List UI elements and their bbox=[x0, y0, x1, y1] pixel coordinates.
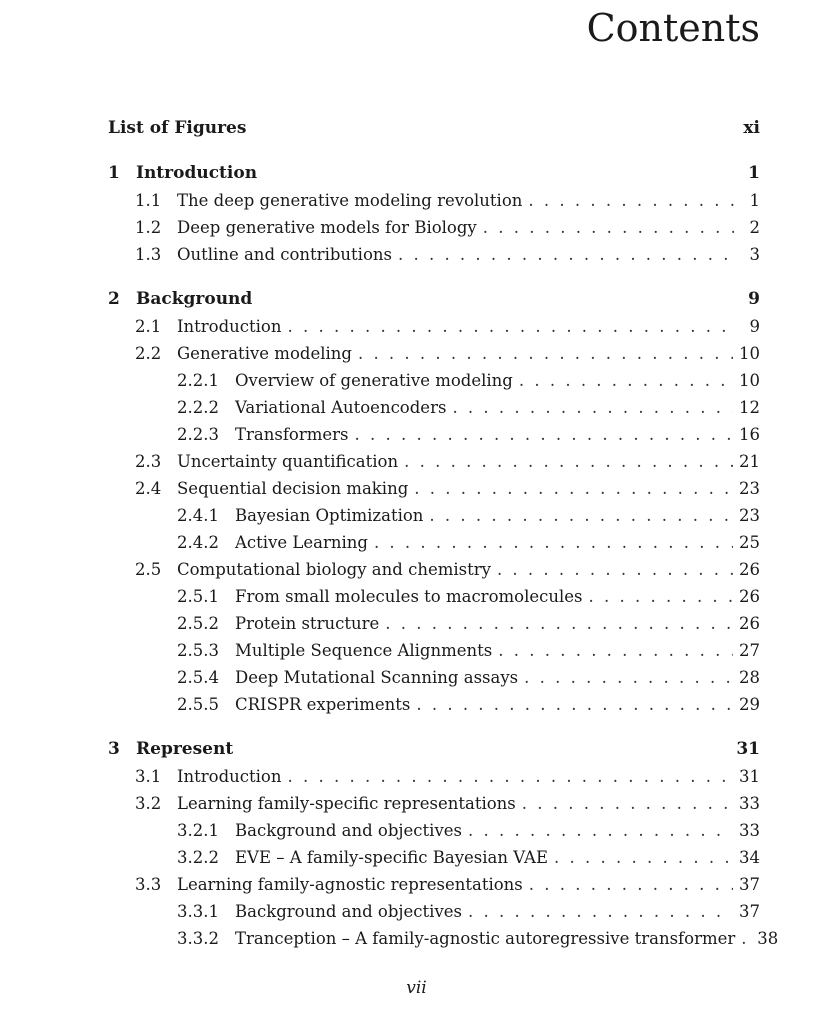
toc-entry-page: 12 bbox=[739, 398, 760, 417]
toc-entry-number: 2.4 bbox=[135, 479, 162, 498]
toc-entry-number: 2.4.2 bbox=[177, 533, 219, 552]
toc-entry-number: 2.2.3 bbox=[177, 425, 219, 444]
toc-entry-number: 1.3 bbox=[135, 245, 162, 264]
toc-entry-title: Introduction bbox=[136, 163, 258, 183]
toc-entry-title: From small molecules to macromolecules bbox=[235, 587, 583, 606]
toc-entry-page: 38 bbox=[757, 929, 779, 948]
toc-entry-number: 2.5.4 bbox=[177, 668, 219, 687]
toc-entry-title: Learning family-agnostic representations bbox=[177, 875, 523, 894]
leader-dots bbox=[498, 637, 733, 664]
toc-entry-page: 10 bbox=[739, 344, 760, 363]
leader-dots bbox=[398, 241, 734, 268]
toc-entry-number: 3.3.1 bbox=[177, 902, 219, 921]
toc-entry-subsection[interactable] bbox=[108, 421, 760, 448]
toc-entry-subsection[interactable] bbox=[108, 529, 760, 556]
toc-entry-number: 1.2 bbox=[135, 218, 162, 237]
toc-entry-subsection[interactable] bbox=[108, 691, 760, 718]
toc-entry-title: Learning family-specific representations bbox=[177, 794, 516, 813]
toc-entry-title: EVE – A family-specific Bayesian VAE bbox=[235, 848, 549, 867]
leader-dots bbox=[497, 556, 733, 583]
toc-entry-page: 1 bbox=[748, 163, 760, 183]
toc-entry-page: 27 bbox=[739, 641, 760, 660]
toc-entry-number: 2.4.1 bbox=[177, 506, 219, 525]
toc-entry-subsection[interactable] bbox=[108, 844, 760, 871]
leader-dots bbox=[374, 529, 733, 556]
leader-dots bbox=[288, 313, 735, 340]
toc-entry-number: 1 bbox=[108, 163, 120, 183]
toc-entry-title: Deep generative models for Biology bbox=[177, 218, 477, 237]
leader-dots bbox=[483, 214, 734, 241]
toc-entry-page: 29 bbox=[739, 695, 760, 714]
toc-entry-title: Introduction bbox=[177, 767, 282, 786]
toc-entry-title: Active Learning bbox=[235, 533, 368, 552]
toc-entry-page: 10 bbox=[739, 371, 760, 390]
toc-entry-number: 2.2 bbox=[135, 344, 162, 363]
leader-dots bbox=[414, 475, 733, 502]
toc-entry-page: 2 bbox=[749, 218, 760, 237]
toc-entry-title: Tranception – A family-agnostic autoregressive transformer bbox=[235, 929, 736, 948]
toc-entry-section[interactable] bbox=[108, 214, 760, 241]
toc-entry-page: 9 bbox=[749, 317, 760, 336]
toc-entry-title: Bayesian Optimization bbox=[235, 506, 424, 525]
leader-dots bbox=[528, 187, 734, 214]
leader-dots bbox=[452, 394, 733, 421]
leader-dots bbox=[524, 664, 733, 691]
toc-entry-page: 26 bbox=[739, 587, 760, 606]
toc-entry-subsection[interactable] bbox=[108, 394, 760, 421]
toc-entry-number: 3.2 bbox=[135, 794, 162, 813]
toc-entry-chapter[interactable] bbox=[108, 736, 760, 763]
leader-dots bbox=[385, 610, 733, 637]
toc-entry-title: Protein structure bbox=[235, 614, 380, 633]
toc-entry-title: Represent bbox=[136, 739, 234, 759]
leader-dots bbox=[519, 367, 733, 394]
leader-dots bbox=[468, 898, 733, 925]
toc-entry-section[interactable] bbox=[108, 313, 760, 340]
leader-dots bbox=[468, 817, 733, 844]
toc-entry-page: 34 bbox=[739, 848, 760, 867]
leader-dots bbox=[529, 871, 733, 898]
table-of-contents bbox=[108, 115, 779, 952]
toc-entry-subsection[interactable] bbox=[108, 502, 760, 529]
toc-entry-page: 28 bbox=[739, 668, 760, 687]
toc-entry-page: 26 bbox=[739, 560, 760, 579]
leader-dots bbox=[554, 844, 733, 871]
toc-entry-page: 9 bbox=[748, 289, 760, 309]
toc-entry-section[interactable] bbox=[108, 340, 760, 367]
toc-entry-number: 2.1 bbox=[135, 317, 162, 336]
toc-entry-section[interactable] bbox=[108, 556, 760, 583]
toc-entry-page: xi bbox=[743, 118, 760, 138]
toc-entry-section[interactable] bbox=[108, 871, 760, 898]
page-number: vii bbox=[406, 978, 427, 998]
toc-entry-number: 2.3 bbox=[135, 452, 162, 471]
toc-entry-title: Background bbox=[136, 289, 253, 309]
toc-entry-page: 21 bbox=[739, 452, 760, 471]
toc-entry-page: 31 bbox=[736, 739, 760, 759]
toc-entry-title: The deep generative modeling revolution bbox=[177, 191, 523, 210]
leader-dots bbox=[355, 421, 733, 448]
toc-entry-subsection[interactable] bbox=[108, 637, 760, 664]
toc-entry-number: 2.5.1 bbox=[177, 587, 219, 606]
toc-entry-title: Generative modeling bbox=[177, 344, 352, 363]
leader-dots bbox=[741, 925, 751, 952]
toc-entry-list-of-figures[interactable] bbox=[108, 115, 760, 142]
toc-entry-title: Uncertainty quantification bbox=[177, 452, 399, 471]
toc-entry-page: 16 bbox=[739, 425, 760, 444]
leader-dots bbox=[589, 583, 733, 610]
page-title: Contents bbox=[586, 6, 760, 50]
toc-entry-title: Computational biology and chemistry bbox=[177, 560, 491, 579]
toc-entry-page: 37 bbox=[739, 902, 760, 921]
toc-entry-subsection[interactable] bbox=[108, 817, 760, 844]
toc-entry-subsection[interactable] bbox=[108, 610, 760, 637]
toc-entry-subsection[interactable] bbox=[108, 583, 760, 610]
leader-dots bbox=[358, 340, 733, 367]
leader-dots bbox=[404, 448, 733, 475]
leader-dots bbox=[288, 763, 734, 790]
toc-entry-subsection[interactable] bbox=[108, 367, 760, 394]
toc-entry-number: 3 bbox=[108, 739, 120, 759]
toc-entry-chapter[interactable] bbox=[108, 286, 760, 313]
toc-entry-subsection[interactable] bbox=[108, 898, 760, 925]
toc-entry-page: 23 bbox=[739, 479, 760, 498]
toc-entry-title: Transformers bbox=[235, 425, 349, 444]
toc-entry-number: 3.1 bbox=[135, 767, 162, 786]
toc-entry-chapter[interactable] bbox=[108, 160, 760, 187]
toc-entry-page: 33 bbox=[739, 821, 760, 840]
toc-entry-page: 3 bbox=[749, 245, 760, 264]
toc-entry-title: Multiple Sequence Alignments bbox=[235, 641, 493, 660]
leader-dots bbox=[416, 691, 733, 718]
toc-entry-title: List of Figures bbox=[108, 118, 247, 138]
toc-entry-number: 3.3.2 bbox=[177, 929, 219, 948]
toc-entry-subsection[interactable] bbox=[108, 925, 779, 952]
toc-entry-section[interactable] bbox=[108, 448, 760, 475]
toc-entry-title: Sequential decision making bbox=[177, 479, 409, 498]
toc-entry-page: 25 bbox=[739, 533, 760, 552]
toc-entry-page: 33 bbox=[739, 794, 760, 813]
toc-entry-number: 2.5 bbox=[135, 560, 162, 579]
toc-entry-number: 2.5.2 bbox=[177, 614, 219, 633]
toc-entry-number: 2 bbox=[108, 289, 120, 309]
toc-entry-number: 2.2.2 bbox=[177, 398, 219, 417]
toc-entry-subsection[interactable] bbox=[108, 664, 760, 691]
leader-dots bbox=[522, 790, 733, 817]
toc-entry-page: 31 bbox=[739, 767, 760, 786]
toc-entry-title: Variational Autoencoders bbox=[235, 398, 447, 417]
toc-entry-title: Outline and contributions bbox=[177, 245, 392, 264]
toc-entry-section[interactable] bbox=[108, 241, 760, 268]
toc-entry-number: 2.2.1 bbox=[177, 371, 219, 390]
toc-entry-title: Deep Mutational Scanning assays bbox=[235, 668, 519, 687]
toc-entry-page: 1 bbox=[749, 191, 760, 210]
toc-entry-number: 1.1 bbox=[135, 191, 162, 210]
toc-entry-number: 2.5.5 bbox=[177, 695, 219, 714]
toc-entry-page: 37 bbox=[739, 875, 760, 894]
toc-entry-page: 26 bbox=[739, 614, 760, 633]
toc-entry-title: Introduction bbox=[177, 317, 282, 336]
toc-entry-title: Background and objectives bbox=[235, 902, 462, 921]
toc-entry-section[interactable] bbox=[108, 790, 760, 817]
leader-dots bbox=[429, 502, 733, 529]
toc-entry-number: 2.5.3 bbox=[177, 641, 219, 660]
toc-entry-title: CRISPR experiments bbox=[235, 695, 411, 714]
toc-entry-number: 3.2.1 bbox=[177, 821, 219, 840]
toc-entry-title: Background and objectives bbox=[235, 821, 462, 840]
toc-entry-page: 23 bbox=[739, 506, 760, 525]
toc-entry-section[interactable] bbox=[108, 475, 760, 502]
toc-entry-section[interactable] bbox=[108, 763, 760, 790]
toc-entry-title: Overview of generative modeling bbox=[235, 371, 513, 390]
toc-entry-section[interactable] bbox=[108, 187, 760, 214]
toc-entry-number: 3.3 bbox=[135, 875, 162, 894]
toc-entry-number: 3.2.2 bbox=[177, 848, 219, 867]
